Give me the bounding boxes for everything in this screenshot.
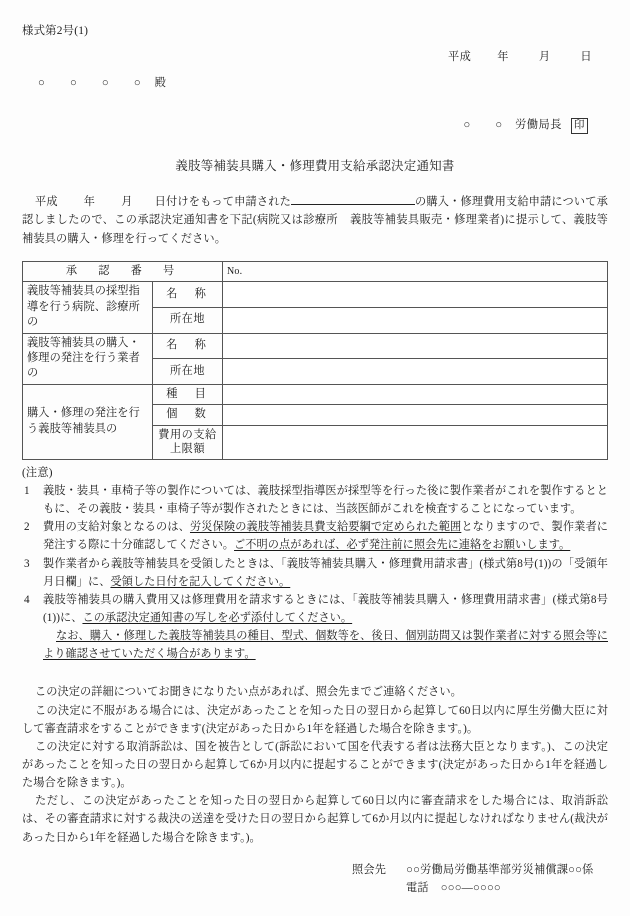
- note-number-3: 3: [24, 557, 30, 570]
- note-4-sub-paragraph: なお、購入・修理した義肢等補装具の種目、型式、個数等を、後日、個別訪問又は製作業者に対する照会等により確認させていただく場合があります。: [43, 630, 608, 661]
- issue-date-line: [22, 48, 608, 66]
- vendor-address-label: 所在地: [153, 359, 223, 385]
- contact-phone-row: [352, 879, 608, 897]
- closing-paragraph-3: この決定に対する取消訴訟は、国を被告として(訴訟において国を代表する者は法務大臣となります。)、この決定があったことを知った日の翌日から起算して6か月以内に提起することができます(決定があった日から1年を経過した場合を除きます。)。: [22, 740, 608, 790]
- note-2-underline-1: 労災保険の義肢等補装具費支給要綱で定められた範囲: [189, 521, 462, 534]
- equipment-group-label: 購入・修理の発注を行う義肢等補装具の: [23, 384, 153, 459]
- note-text-2-middle: となりますので、製作業者に発注する際に十分確認してください。: [43, 521, 609, 552]
- note-text-1: 義肢・装具・車椅子等の製作については、義肢採型指導医が採型等を行った後に製作業者がこれを製作するとともに、その義肢・装具・車椅子等が製作されたときには、当該医師がこれを検査することになっています。: [43, 485, 608, 516]
- hospital-address-label: 所在地: [153, 307, 223, 333]
- vendor-name-label: 名 称: [153, 333, 223, 359]
- page-title: 義肢等補装具購入・修理費用支給承認決定通知書: [175, 158, 455, 173]
- equipment-name-blank[interactable]: [291, 193, 415, 205]
- approval-details-table: [22, 261, 608, 460]
- vendor-address-value[interactable]: [223, 359, 608, 385]
- issuer-name-placeholder: ○ ○: [463, 118, 510, 131]
- approval-number-label: 承 認 番 号: [23, 261, 223, 281]
- addressee-honorific: 殿: [154, 76, 167, 89]
- intro-day-suffix: 日付けをもって申請された: [154, 196, 291, 209]
- addressee-line: [22, 74, 608, 92]
- note-text-4-before: 義肢等補装具の購入費用又は修理費用を請求するときには、「義肢等補装具購入・修理費用請求書」(様式第8号(1))に、: [43, 593, 608, 625]
- issue-date-era: 平成: [448, 51, 472, 64]
- note-2-underline-2: ご不明の点があれば、必ず発注前に照会先に連絡をお願いします。: [234, 539, 571, 552]
- note-item-2: [22, 518, 608, 554]
- seal-stamp-icon: 印: [571, 118, 588, 134]
- intro-year-label: 年: [83, 196, 96, 209]
- note-number-4: 4: [24, 593, 30, 606]
- approval-number-value[interactable]: No.: [223, 261, 608, 281]
- table-row: [23, 384, 608, 404]
- closing-section: [22, 683, 608, 846]
- hospital-name-label: 名 称: [153, 282, 223, 308]
- note-item-1: [22, 482, 608, 518]
- intro-after-blank: の購入・修理費用支給申請について: [415, 196, 597, 209]
- issue-date-year-label: 年: [497, 51, 509, 64]
- note-number-2: 2: [24, 521, 30, 534]
- contact-phone-number: ○○○―○○○○: [440, 881, 501, 894]
- closing-paragraph-2: この決定に不服がある場合には、決定があったことを知った日の翌日から起算して60日以内に厚生労働大臣に対して審査請求をすることができます(決定があった日から1年を経過した場合を除きます。)。: [22, 704, 608, 735]
- notes-heading: (注意): [22, 466, 53, 479]
- equipment-quantity-value[interactable]: [223, 405, 608, 425]
- cost-limit-value[interactable]: [223, 425, 608, 459]
- note-item-4: [22, 591, 608, 664]
- issuer-title: 労働局長: [515, 118, 562, 131]
- note-4-underline-1: この承認決定通知書の写しを必ず添付してください。: [82, 612, 353, 625]
- contact-block: [22, 861, 608, 897]
- note-number-1: 1: [24, 485, 30, 498]
- equipment-type-label: 種 目: [153, 384, 223, 404]
- note-item-3: [22, 555, 608, 591]
- intro-month-label: 月: [121, 196, 133, 209]
- vendor-group-label: 義肢等補装具の購入・修理の発注を行う業者の: [23, 333, 153, 384]
- intro-line3: 義肢等補装具の購入・修理を行ってください。: [22, 214, 608, 245]
- issue-date-day-label: 日: [580, 51, 592, 64]
- contact-phone-label: 電話: [406, 881, 429, 894]
- note-3-underline-1: 受領した日付を記入してください。: [110, 575, 291, 588]
- note-text-3-before: 製作業者から義肢等補装具を受領したときは、「義肢等補装具購入・修理費用請求書」(様式第8号(1))の「受領年月日欄」に、: [43, 557, 608, 588]
- issuer-line: [22, 116, 608, 134]
- vendor-name-value[interactable]: [223, 333, 608, 359]
- issue-date-month-label: 月: [538, 51, 551, 64]
- table-row: [23, 333, 608, 359]
- table-row: [23, 282, 608, 308]
- closing-paragraph-1: この決定の詳細についてお聞きになりたい点があれば、照会先までご連絡ください。: [35, 686, 462, 699]
- equipment-type-value[interactable]: [223, 384, 608, 404]
- closing-paragraph-4: ただし、この決定があったことを知った日の翌日から起算して60日以内に審査請求をした場合には、取消訴訟は、その審査請求に対する裁決の送達を受けた日の翌日から起算して6か月以内に提起しなければなりません(裁決があった日から1年を経過した場合を除きます。)。: [22, 795, 608, 844]
- contact-office-row: [352, 861, 608, 879]
- intro-line2b: 義肢等補装具販売・修理業者)に提示して、: [349, 214, 574, 227]
- addressee-name-placeholder: ○ ○ ○ ○: [38, 76, 148, 89]
- intro-era: 平成: [35, 196, 58, 209]
- form-number: 様式第2号(1): [22, 25, 89, 37]
- hospital-name-value[interactable]: [223, 282, 608, 308]
- hospital-group-label: 義肢等補装具の採型指導を行う病院、診療所の: [23, 282, 153, 333]
- cost-limit-label: 費用の支給上限額: [153, 425, 223, 459]
- contact-office: ○○労働局労働基準部労災補償課○○係: [406, 863, 594, 876]
- intro-line2: 承認しましたので、この承認決定通知書を下記(病院又は診療所: [22, 196, 608, 227]
- hospital-address-value[interactable]: [223, 307, 608, 333]
- note-text-2-before: 費用の支給対象となるのは、: [43, 521, 190, 534]
- intro-paragraph: [22, 193, 608, 248]
- equipment-quantity-label: 個 数: [153, 405, 223, 425]
- contact-label: 照会先: [352, 863, 387, 876]
- table-row: [23, 261, 608, 281]
